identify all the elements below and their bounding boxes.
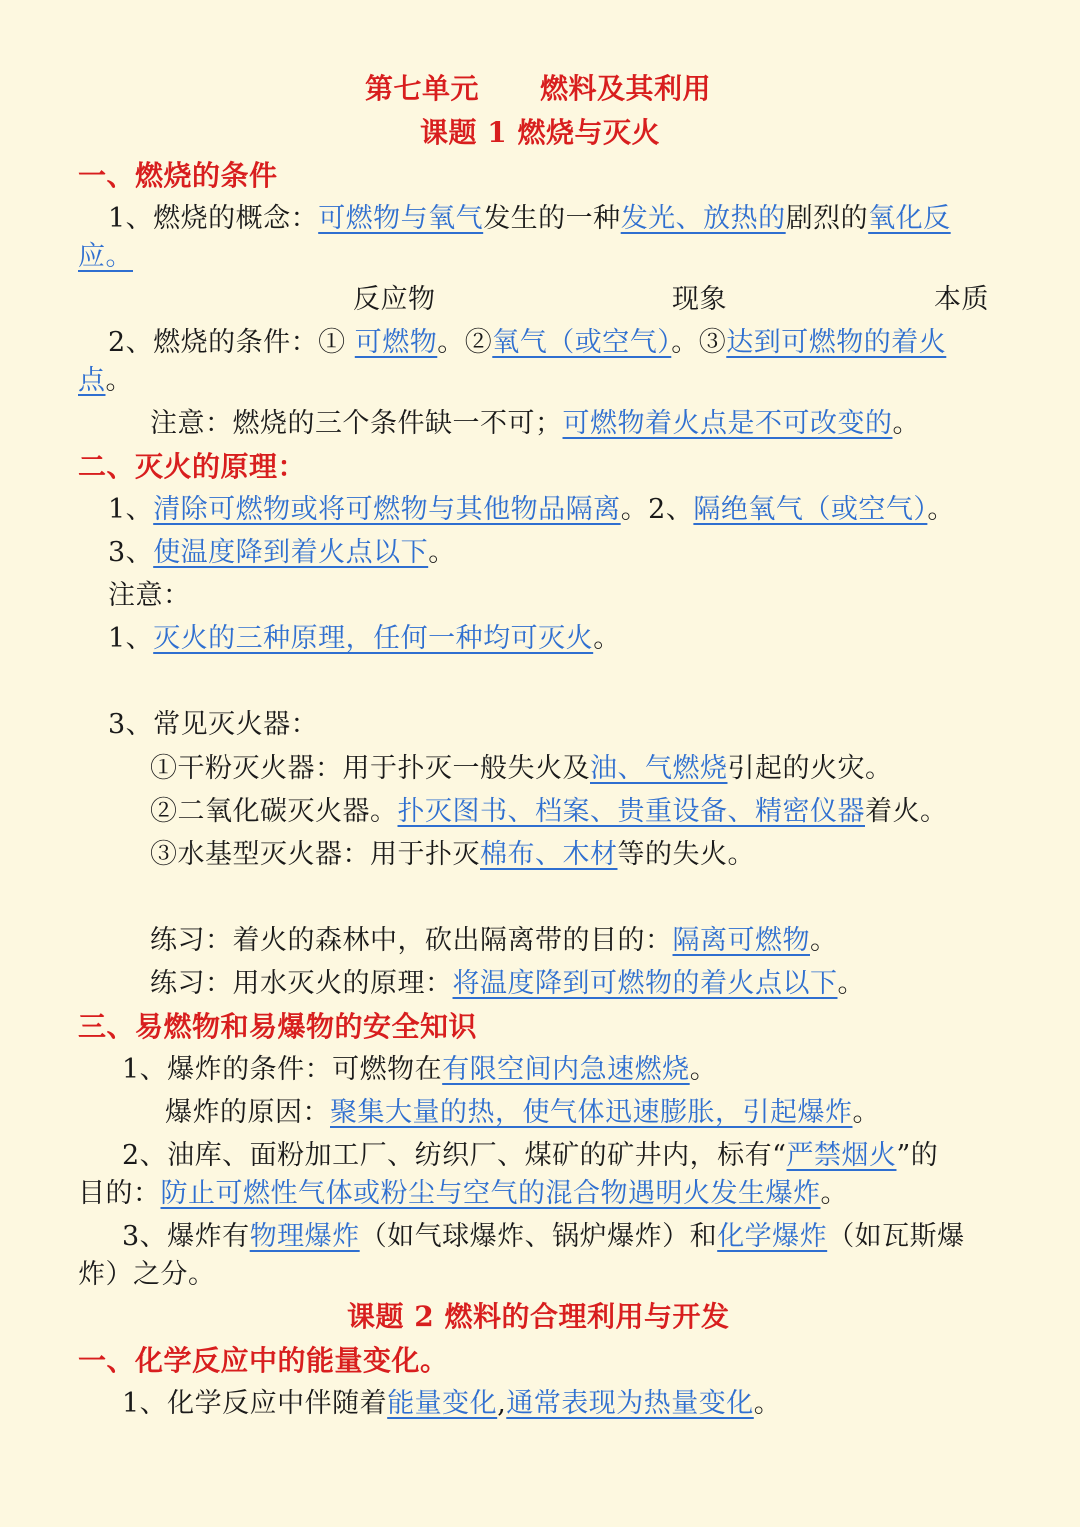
combustion-note: 注意：燃烧的三个条件缺一不可；可燃物着火点是不可改变的。 (150, 408, 920, 439)
extinguisher-water: ③水基型灭火器：用于扑灭棉布、木材等的失火。 (150, 839, 755, 870)
answer-blank: 灭火的三种原理，任何一种均可灭火 (153, 623, 594, 654)
answer-blank: 防止可燃性气体或粉尘与空气的混合物遇明火发生爆炸 (160, 1178, 821, 1209)
lesson2-heading: 一、化学反应中的能量变化。 (78, 1344, 449, 1377)
extinguish-principle-3: 3、使温度降到着火点以下。 (108, 537, 456, 568)
explosion-types: 3、爆炸有物理爆炸（如气球爆炸、锅炉爆炸）和化学爆炸（如瓦斯爆 (122, 1221, 965, 1252)
answer-blank: 使温度降到着火点以下 (153, 537, 429, 568)
answer-blank: 应。 (78, 241, 133, 272)
explosion-types-cont: 炸）之分。 (78, 1259, 216, 1290)
label-phenomenon: 现象 (672, 284, 727, 315)
answer-blank: 能量变化 (387, 1388, 498, 1419)
answer-blank: 有限空间内急速燃烧 (442, 1054, 690, 1085)
answer-blank: 清除可燃物或将可燃物与其他物品隔离 (153, 494, 621, 525)
combustion-definition: 1、燃烧的概念：可燃物与氧气发生的一种发光、放热的剧烈的氧化反 (108, 203, 951, 234)
lesson2-title: 课题 2 燃料的合理利用与开发 (347, 1300, 730, 1333)
lesson1-title: 课题 1 燃烧与灭火 (420, 116, 660, 149)
section3-heading: 三、易燃物和易爆物的安全知识 (78, 1010, 478, 1043)
extinguish-principle-1-2: 1、清除可燃物或将可燃物与其他物品隔离。2、隔绝氧气（或空气）。 (108, 494, 955, 525)
combustion-conditions: 2、燃烧的条件：① 可燃物。②氧气（或空气）。③达到可燃物的着火 (108, 327, 947, 358)
extinguisher-heading: 3、常见灭火器： (108, 709, 319, 740)
unit-topic: 燃料及其利用 (540, 72, 712, 105)
unit-title: 第七单元 (365, 72, 480, 105)
answer-blank: 可燃物与氧气 (318, 203, 484, 234)
answer-blank: 达到可燃物的着火 (726, 327, 947, 358)
answer-blank: 发光、放热的 (620, 203, 786, 234)
section2-heading: 二、灭火的原理： (78, 450, 307, 483)
answer-blank: 氧化反 (868, 203, 951, 234)
answer-blank: 棉布、木材 (480, 839, 618, 870)
explosion-cause: 爆炸的原因：聚集大量的热，使气体迅速膨胀，引起爆炸。 (165, 1097, 880, 1128)
answer-blank: 隔绝氧气（或空气） (693, 494, 928, 525)
answer-blank: 将温度降到可燃物的着火点以下 (452, 968, 838, 999)
answer-blank: 油、气燃烧 (590, 753, 728, 784)
explosion-condition: 1、爆炸的条件：可燃物在有限空间内急速燃烧。 (122, 1054, 718, 1085)
answer-blank: 点 (78, 365, 106, 396)
answer-blank: 氧气（或空气） (492, 327, 672, 358)
answer-blank: 物理爆炸 (249, 1221, 360, 1252)
label-reactant: 反应物 (353, 284, 436, 315)
extinguisher-dry-powder: ①干粉灭火器：用于扑灭一般失火及油、气燃烧引起的火灾。 (150, 753, 893, 784)
answer-blank: 严禁烟火 (786, 1140, 897, 1171)
answer-blank: 聚集大量的热，使气体迅速膨胀，引起爆炸 (330, 1097, 853, 1128)
no-fire-sign: 2、油库、面粉加工厂、纺织厂、煤矿的矿井内，标有“严禁烟火”的 (122, 1140, 939, 1171)
exercise-1: 练习：着火的森林中，砍出隔离带的目的：隔离可燃物。 (150, 925, 838, 956)
note-item-1: 1、灭火的三种原理，任何一种均可灭火。 (108, 623, 621, 654)
energy-change: 1、化学反应中伴随着能量变化,通常表现为热量变化。 (122, 1388, 782, 1419)
answer-blank: 化学爆炸 (717, 1221, 828, 1252)
section1-heading: 一、燃烧的条件 (78, 159, 278, 192)
answer-blank: 隔离可燃物 (672, 925, 810, 956)
answer-blank: 可燃物着火点是不可改变的 (562, 408, 893, 439)
answer-blank: 扑灭图书、档案、贵重设备、精密仪器 (397, 796, 865, 827)
note-label: 注意： (108, 580, 191, 611)
label-essence: 本质 (934, 284, 989, 315)
combustion-conditions-cont: 点。 (78, 365, 133, 396)
extinguisher-co2: ②二氧化碳灭火器。扑灭图书、档案、贵重设备、精密仪器着火。 (150, 796, 948, 827)
combustion-definition-cont (78, 238, 133, 276)
answer-blank: 通常表现为热量变化 (506, 1388, 754, 1419)
no-fire-sign-purpose: 目的：防止可燃性气体或粉尘与空气的混合物遇明火发生爆炸。 (78, 1178, 848, 1209)
exercise-2: 练习：用水灭火的原理：将温度降到可燃物的着火点以下。 (150, 968, 865, 999)
answer-blank: 可燃物 (354, 327, 438, 358)
